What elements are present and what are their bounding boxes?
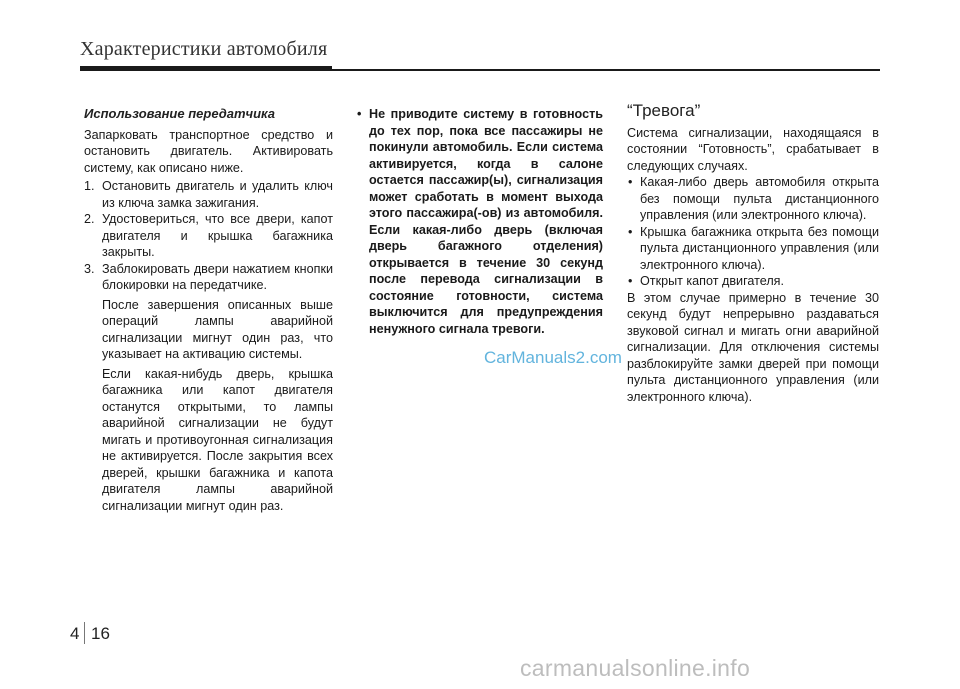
column-alarm <box>627 101 879 405</box>
site-watermark: carmanualsonline.info <box>520 655 751 681</box>
intro-paragraph: Запарковать транспортное средство и остановить двигатель. Активировать систему, как описано ниже. <box>84 127 333 175</box>
header-title: Характеристики автомобиля <box>80 38 328 60</box>
alarm-condition-item: • Какая-либо дверь автомобиля открыта без помощи пульта дистанционного управления (или электронного ключа). <box>628 175 879 222</box>
step-item: 1. Остановить двигатель и удалить ключ из ключа замка зажигания. <box>84 179 333 210</box>
steps-list <box>84 178 333 294</box>
alarm-intro: Система сигнализации, находящаяся в состоянии “Готовность”, срабатывает в следующих случаях. <box>627 125 879 173</box>
warning-item: • Не приводите систему в готовность до тех пор, пока все пассажиры не покинули автомобиль. Если система активируется, когда в салоне остается пассажир(ы), сигнализация может сработать в момент выхода этого пассажира(-ов) из автомобиля. Если какая-либо дверь (включая дверь багажного отделения) открывается в течение 30 секунд после перевода сигнализации в состояние готовности, система выключится для предупреждения ненужного сигнала тревоги. <box>357 107 603 336</box>
page-number: 16 <box>91 624 110 643</box>
alarm-condition-item: • Открыт капот двигателя. <box>628 274 784 288</box>
carmanuals-watermark: CarManuals2.com <box>484 348 622 367</box>
column-warning <box>356 106 603 337</box>
step-note-armed: После завершения описанных выше операций лампы аварийной сигнализации мигнут один раз, что указывает на активацию системы. <box>102 297 333 361</box>
header-rule-thick <box>80 66 332 71</box>
footer-divider <box>84 622 85 644</box>
alarm-conditions-list <box>627 174 879 290</box>
alarm-outro: В этом случае примерно в течение 30 секунд будут непрерывно раздаваться звуковой сигнал и мигать огни аварийной сигнализации. Для отключения системы разблокируйте замки дверей при помощи пульта дистанционного управления (или электронного ключа). <box>627 290 879 404</box>
warning-list <box>356 106 603 337</box>
section-heading-alarm: “Тревога” <box>627 101 701 120</box>
section-heading-transmitter: Использование передатчика <box>84 106 276 121</box>
chapter-number: 4 <box>70 624 80 643</box>
alarm-condition-item: • Крышка багажника открыта без помощи пульта дистанционного управления (или электронного ключа). <box>628 224 879 272</box>
step-note-open-door: Если какая-нибудь дверь, крышка багажника или капот двигателя останутся открытыми, то лампы аварийной сигнализации не будут мигать и противоугонная сигнализация не активируется. После закрытия всех дверей, крышки багажника и капота двигателя лампы аварийной сигнализации мигнут один раз. <box>102 366 333 513</box>
column-transmitter <box>84 106 333 514</box>
header-rule-thin <box>332 69 880 71</box>
step-item: 3. Заблокировать двери нажатием кнопки блокировки на передатчике. <box>84 261 333 292</box>
step-item: 2. Удостовериться, что все двери, капот двигателя и крышка багажника закрыты. <box>84 212 333 259</box>
